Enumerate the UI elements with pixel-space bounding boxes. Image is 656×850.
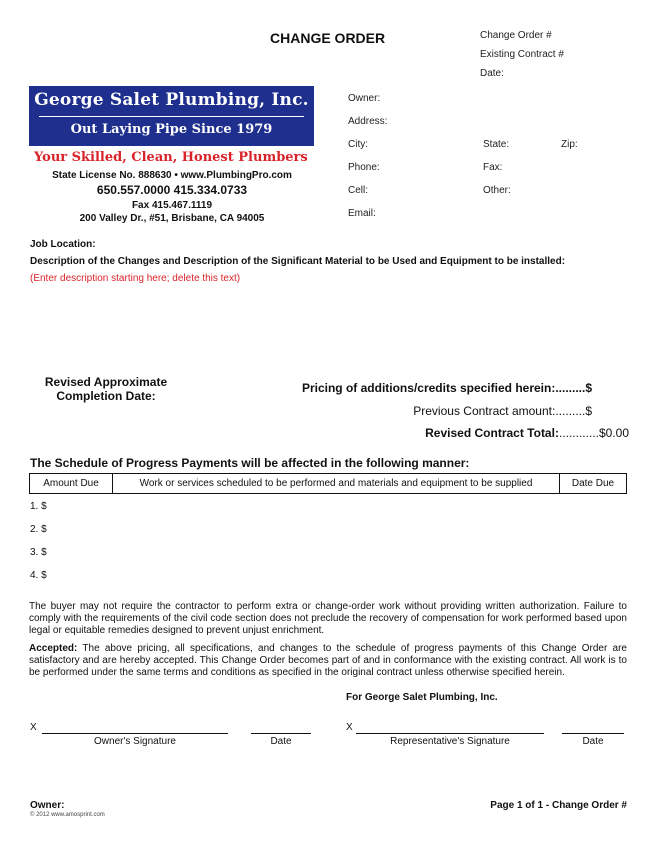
rep-date-line[interactable]	[562, 733, 624, 734]
date-label: Date:	[480, 68, 504, 79]
owner-label: Owner:	[348, 93, 381, 104]
logo-divider	[39, 116, 304, 117]
existing-contract-label: Existing Contract #	[480, 49, 564, 60]
terms-paragraph: The buyer may not require the contractor to perform extra or change-order work without providing written authorization. Failure to comply with the requirements of the civil code section does not preclude the recovery of compensation for work performed based upon legal or equitable remedies designed to prevent unjust enrichment.	[29, 601, 627, 636]
page-title: CHANGE ORDER	[270, 30, 386, 46]
owner-x-mark: X	[30, 722, 37, 733]
accepted-label: Accepted:	[29, 643, 78, 654]
description-hint[interactable]: (Enter description starting here; delete this text)	[30, 273, 241, 284]
owner-date-line[interactable]	[251, 733, 311, 734]
schedule-header-row	[30, 474, 627, 494]
owner-signature-line[interactable]	[42, 733, 228, 734]
company-slogan: Out Laying Pipe Since 1979	[70, 122, 273, 137]
description-label: Description of the Changes and Description of the Significant Material to be Used and Equipment to be installed:	[30, 256, 566, 267]
job-location-label: Job Location:	[30, 239, 96, 250]
completion-date-label-1: Revised Approximate	[44, 375, 168, 389]
schedule-table	[29, 473, 627, 494]
company-name: George Salet Plumbing, Inc.	[34, 90, 309, 110]
email-label: Email:	[348, 208, 376, 219]
rep-signature-label: Representative's Signature	[390, 736, 510, 747]
rep-x-mark: X	[346, 722, 353, 733]
change-order-number-label: Change Order #	[480, 30, 552, 41]
additions-pricing: Pricing of additions/credits specified herein:.........$	[301, 381, 592, 395]
payment-row-4[interactable]: 4. $	[30, 570, 47, 581]
acceptance-paragraph	[29, 643, 627, 679]
revised-total-value: ............$0.00	[558, 426, 629, 440]
schedule-heading: The Schedule of Progress Payments will be affected in the following manner:	[30, 456, 470, 470]
footer-page-info: Page 1 of 1 - Change Order #	[490, 800, 627, 811]
footer-owner-label: Owner:	[30, 800, 65, 811]
phone-label: Phone:	[348, 162, 380, 173]
other-label: Other:	[483, 185, 511, 196]
payment-row-2[interactable]: 2. $	[30, 524, 47, 535]
copyright-notice: © 2012 www.amosprint.com	[30, 812, 105, 818]
company-tagline: Your Skilled, Clean, Honest Plumbers	[34, 150, 308, 165]
previous-contract-amount: Previous Contract amount:.........$	[413, 404, 592, 418]
phone-numbers: 650.557.0000 415.334.0733	[96, 183, 248, 197]
company-address: 200 Valley Dr., #51, Brisbane, CA 94005	[79, 213, 265, 224]
for-company-label: For George Salet Plumbing, Inc.	[346, 692, 498, 703]
revised-total-label: Revised Contract Total:	[425, 426, 559, 440]
payment-row-1[interactable]: 1. $	[30, 501, 47, 512]
owner-signature-label: Owner's Signature	[94, 736, 176, 747]
address-label: Address:	[348, 116, 388, 127]
company-fax: Fax 415.467.1119	[131, 200, 213, 211]
state-label: State:	[483, 139, 510, 150]
completion-date-label-2: Completion Date:	[56, 389, 156, 403]
rep-date-label: Date	[582, 736, 604, 747]
cell-label: Cell:	[348, 185, 369, 196]
acceptance-text: The above pricing, all specifications, and changes to the schedule of progress payments of this Change Order are satisfactory and are hereby accepted. This Change Order becomes part of and in conformance with the existing contract. All work is to be performed under the same terms and conditions as specified in the original contract unless otherwise specified herein.	[29, 643, 627, 678]
fax-label: Fax:	[483, 162, 503, 173]
column-work-description: Work or services scheduled to be performed and materials and equipment to be supplied	[113, 474, 560, 494]
rep-signature-line[interactable]	[356, 733, 544, 734]
column-amount-due: Amount Due	[30, 474, 113, 494]
zip-label: Zip:	[561, 139, 578, 150]
column-date-due: Date Due	[560, 474, 627, 494]
license-line: State License No. 888630 • www.PlumbingPro.com	[52, 170, 292, 181]
owner-date-label: Date	[270, 736, 292, 747]
city-label: City:	[348, 139, 368, 150]
company-logo	[29, 86, 314, 146]
revised-total-row	[425, 426, 629, 440]
payment-row-3[interactable]: 3. $	[30, 547, 47, 558]
